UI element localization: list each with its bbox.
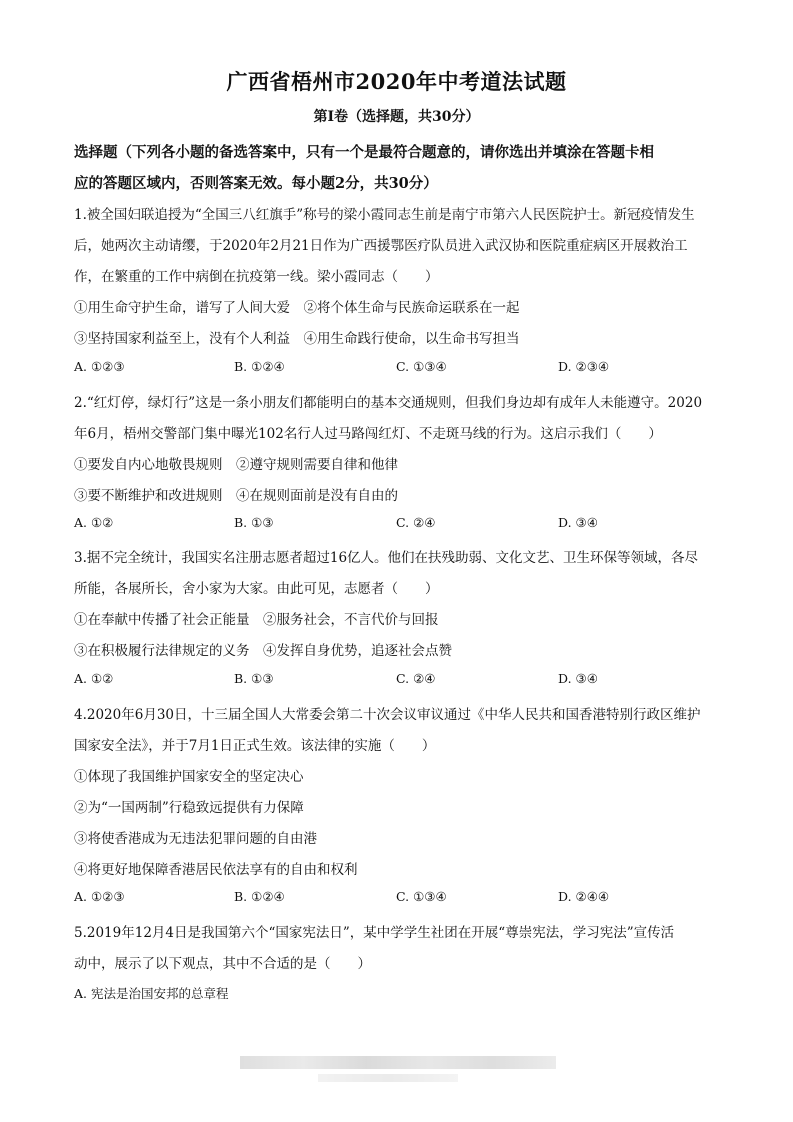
option-b: B. ①②④ [234,359,285,374]
question-5-option-a: A. 宪法是治国安邦的总章程 [74,986,229,1001]
question-4-statement: ②为“一国两制”行稳致远提供有力保障 [74,800,304,816]
option-d: D. ②④④ [558,889,610,904]
question-4-options [74,889,724,907]
option-c: C. ②④ [396,515,436,530]
question-1-stem: 作，在繁重的工作中病倒在抗疫第一线。梁小霞同志（ ） [74,269,439,285]
question-3-stem: 所能，各展所长，舍小家为大家。由此可见，志愿者（ ） [74,581,439,597]
question-1-stem: 1.被全国妇联追授为“全国三八红旗手”称号的梁小霞同志生前是南宁市第六人民医院护士。新冠疫情发生 [74,207,695,223]
option-a: A. ①② [74,515,114,530]
instructions-line: 应的答题区域内，否则答案无效。每小题2分，共30分） [74,175,438,192]
question-4-stem: 国家安全法》，并于7月1日正式生效。该法律的实施（ ） [74,738,436,754]
instructions-line: 选择题（下列各小题的备选答案中，只有一个是最符合题意的，请你选出并填涂在答题卡相 [74,144,654,161]
question-3-statement: ③在积极履行法律规定的义务 ④发挥自身优势，追逐社会点赞 [74,643,452,659]
option-b: B. ①②④ [234,889,285,904]
question-1-options [74,359,724,377]
question-2-stem: 年6月，梧州交警部门集中曝光102名行人过马路闯红灯、不走斑马线的行为。这启示我们（ ） [74,426,662,442]
question-4-stem: 4.2020年6月30日，十三届全国人大常委会第二十次会议审议通过《中华人民共和国香港特别行政区维护 [74,707,701,723]
question-2-stem: 2.“红灯停，绿灯行”这是一条小朋友们都能明白的基本交通规则，但我们身边却有成年人未能遵守。2020 [74,395,703,411]
option-c: C. ②④ [396,671,436,686]
option-a: A. ①②③ [74,889,125,904]
question-5-stem: 5.2019年12月4日是我国第六个“国家宪法日”，某中学学生社团在开展“尊崇宪法，学习宪法”宣传活 [74,925,675,941]
option-c: C. ①③④ [396,359,447,374]
question-5-stem: 动中，展示了以下观点，其中不合适的是（ ） [74,956,371,972]
option-d: D. ②③④ [558,359,610,374]
question-2-statement: ③要不断维护和改进规则 ④在规则面前是没有自由的 [74,488,398,504]
page-title: 广西省梧州市2020年中考道法试题 [226,69,567,94]
option-a: A. ①② [74,671,114,686]
option-d: D. ③④ [558,515,598,530]
question-1-statement: ①用生命守护生命，谱写了人间大爱 ②将个体生命与民族命运联系在一起 [74,300,520,316]
question-4-statement: ①体现了我国维护国家安全的坚定决心 [74,769,304,785]
blurred-footer [240,1056,556,1069]
option-a: A. ①②③ [74,359,125,374]
question-4-statement: ③将使香港成为无违法犯罪问题的自由港 [74,831,317,847]
section-subtitle: 第Ⅰ卷（选择题，共30分） [313,109,480,125]
option-b: B. ①③ [234,515,274,530]
option-b: B. ①③ [234,671,274,686]
question-3-statement: ①在奉献中传播了社会正能量 ②服务社会，不言代价与回报 [74,612,439,628]
question-2-statement: ①要发自内心地敬畏规则 ②遵守规则需要自律和他律 [74,457,398,473]
question-2-options [74,515,724,533]
blurred-footer-secondary [318,1074,458,1082]
option-d: D. ③④ [558,671,598,686]
question-3-stem: 3.据不完全统计，我国实名注册志愿者超过16亿人。他们在扶残助弱、文化文艺、卫生环保等领域，各尽 [74,550,699,566]
option-c: C. ①③④ [396,889,447,904]
question-4-statement: ④将更好地保障香港居民依法享有的自由和权利 [74,862,358,878]
question-1-statement: ③坚持国家利益至上，没有个人利益 ④用生命践行使命，以生命书写担当 [74,331,520,347]
question-1-stem: 后，她两次主动请缨，于2020年2月21日作为广西援鄂医疗队员进入武汉协和医院重症病区开展救治工 [74,238,688,254]
question-3-options [74,671,724,689]
